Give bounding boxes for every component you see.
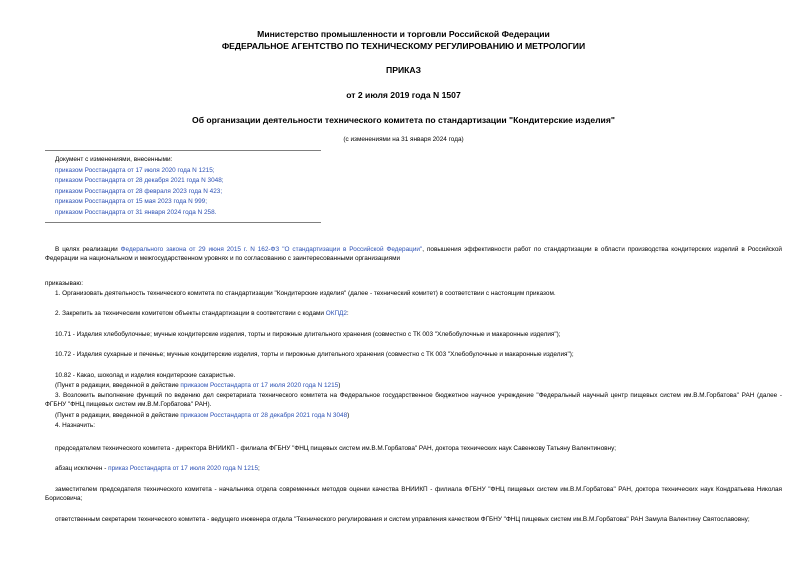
secretary-appointment: ответственным секретарем технического комитета - ведущего инженера отдела "Технического регулирования и систем управления качеством ФГБНУ "ФНЦ пищевых систем им.В.М.Горбатова" РАН Замула Валентину Святославовну; (55, 516, 750, 523)
ministry-name: Министерство промышленности и торговли Российской Федерации (257, 29, 550, 39)
document-type: ПРИКАЗ (386, 65, 421, 75)
order-item-4: 4. Назначить: (55, 422, 96, 429)
order-item-1: 1. Организовать деятельность технического комитета по стандартизации "Кондитерские изделия" (далее - технический комитет) в соответствии с настоящим приказом. (55, 290, 556, 297)
edition-note-1-end: ) (338, 382, 341, 389)
excluded-paragraph (55, 464, 782, 473)
preamble-paragraph (45, 245, 782, 263)
editions-top-divider (45, 150, 321, 151)
edition-link-4[interactable]: приказом Росстандарта от 15 мая 2023 года N 999; (55, 198, 207, 206)
edition-note-2 (55, 411, 782, 420)
item2-text-end: : (346, 310, 349, 317)
order-item-2 (55, 309, 782, 318)
federal-law-link[interactable]: Федерального закона от 29 июня 2015 г. N 162-ФЗ "О стандартизации в Российской Федерации" (120, 246, 423, 253)
document-title: Об организации деятельности технического комитета по стандартизации "Кондитерские изделия" (192, 115, 615, 125)
code-10-71: 10.71 - Изделия хлебобулочные; мучные кондитерские изделия, торты и пирожные длительного хранения (совместно с ТК 003 "Хлебобулочные и макаронные изделия"); (55, 331, 561, 338)
chair-appointment: председателем технического комитета - директора ВНИИКП - филиала ФГБНУ "ФНЦ пищевых систем им.В.М.Горбатова" РАН, доктора технических наук Савенкову Татьяну Валентиновну; (55, 445, 617, 452)
editions-bottom-divider (45, 222, 321, 223)
edition-note-2-end: ) (347, 412, 350, 419)
okpd2-link[interactable]: ОКПД2 (325, 310, 347, 317)
document-date-number: от 2 июля 2019 года N 1507 (346, 90, 461, 100)
order-word: приказываю: (45, 280, 83, 287)
edition-link-3[interactable]: приказом Росстандарта от 28 февраля 2023 года N 423; (55, 187, 223, 195)
code-10-72: 10.72 - Изделия сухарные и печенье; мучные кондитерские изделия, торты и пирожные длительного хранения (совместно с ТК 003 "Хлебобулочные и макаронные изделия"); (55, 351, 574, 358)
edition-link-2[interactable]: приказом Росстандарта от 28 декабря 2021 года N 3048; (55, 177, 224, 185)
excluded-text-start: абзац исключен - (55, 465, 109, 472)
editions-block (55, 155, 355, 219)
editions-intro: Документ с изменениями, внесенными: (55, 156, 173, 163)
edition-note-1-start: (Пункт в редакции, введенной в действие (55, 382, 181, 389)
excluded-text-end: ; (258, 465, 260, 472)
preamble-text-start: В целях реализации (55, 246, 121, 253)
edition-note-2-link[interactable]: приказом Росстандарта от 28 декабря 2021 года N 3048 (180, 412, 348, 419)
edition-link-5[interactable]: приказом Росстандарта от 31 января 2024 года N 258. (55, 208, 217, 216)
edition-link-1[interactable]: приказом Росстандарта от 17 июля 2020 года N 1215; (55, 166, 215, 174)
excluded-link[interactable]: приказ Росстандарта от 17 июля 2020 года N 1215 (108, 465, 259, 472)
item2-text-start: 2. Закрепить за техническим комитетом объекты стандартизации в соответствии с кодами (55, 310, 326, 317)
agency-name: ФЕДЕРАЛЬНОЕ АГЕНТСТВО ПО ТЕХНИЧЕСКОМУ РЕГУЛИРОВАНИЮ И МЕТРОЛОГИИ (221, 41, 586, 51)
order-item-3: 3. Возложить выполнение функций по ведению дел секретариата технического комитета на Федеральное государственное бюджетное научное учреждение "Федеральный научный центр пищевых систем им.В.М.Горбатова" РАН (далее - ФГБНУ "ФНЦ пищевых систем им.В.М.Горбатова" РАН). (45, 392, 782, 409)
edition-note-1 (55, 381, 782, 390)
changes-note: (с изменениями на 31 января 2024 года) (343, 136, 464, 143)
deputy-appointment: заместителем председателя технического комитета - начальника отдела современных методов оценки качества ВНИИКП - филиала ФГБНУ "ФНЦ пищевых систем им.В.М.Горбатова" РАН, доктора технических наук Кондратьева Николая Борисовича; (45, 486, 782, 503)
code-10-82: 10.82 - Какао, шоколад и изделия кондитерские сахаристые. (55, 372, 236, 379)
edition-note-2-start: (Пункт в редакции, введенной в действие (55, 412, 181, 419)
edition-note-1-link[interactable]: приказом Росстандарта от 17 июля 2020 года N 1215 (180, 382, 339, 389)
preamble-text-end: , повышения эффективности работ по стандартизации в области производства кондитерских изделий в Российской Федерации на национальном и межгосударственном уровнях и по согласованию с заинтересованными организациями (45, 246, 782, 263)
